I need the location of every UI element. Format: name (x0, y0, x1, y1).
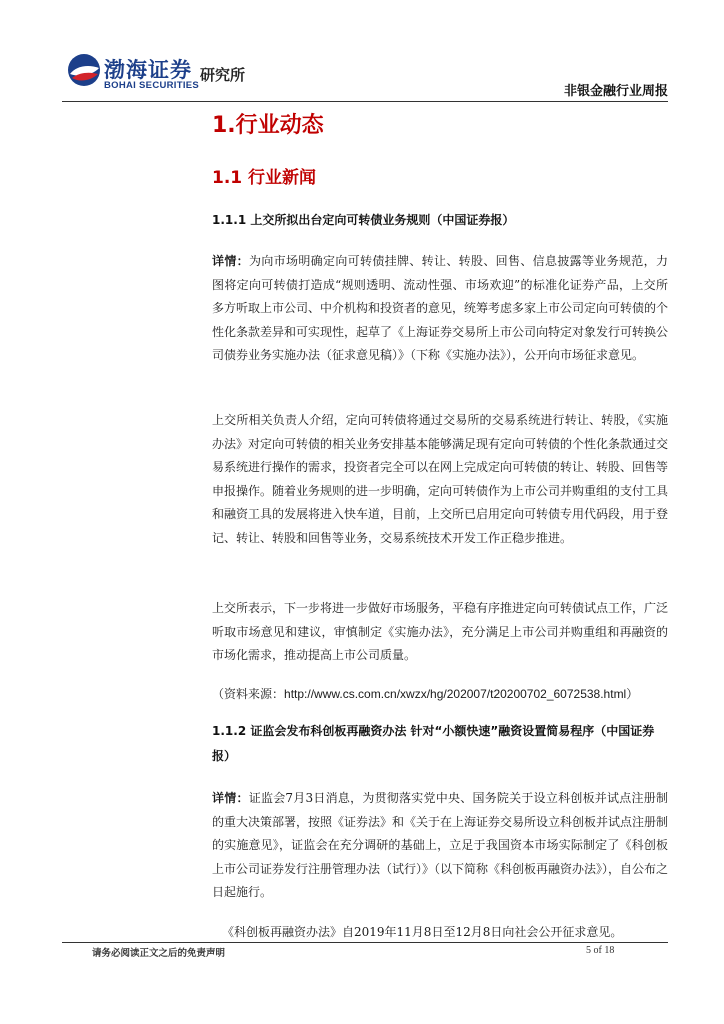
header-divider (62, 101, 668, 102)
news2-paragraph-2: 《科创板再融资办法》自2019年11月8日至12月8日向社会公开征求意见。 (222, 925, 623, 939)
page-header (0, 0, 724, 105)
page-number: 5 of 18 (586, 945, 615, 956)
source-suffix: ） (626, 687, 639, 701)
source-url[interactable]: http://www.cs.com.cn/xwzx/hg/202007/t20200702_6072538.html (284, 687, 627, 701)
news-title-1: 1.1.1 上交所拟出台定向可转债业务规则（中国证券报） (212, 213, 515, 227)
logo-text-cn: 渤海证券 (104, 58, 192, 82)
subsection-heading: 1.1 行业新闻 (212, 168, 317, 188)
news1-paragraph-3: 上交所表示，下一步将进一步做好市场服务，平稳有序推进定向可转债试点工作，广泛听取市场意见和建议，审慎制定《实施办法》，充分满足上市公司并购重组和再融资的市场化需求，推动提高上市公司质量。 (212, 601, 669, 662)
source-prefix: （资料来源： (212, 687, 285, 701)
report-type-label: 非银金融行业周报 (563, 84, 668, 99)
news-title-2: 1.1.2 证监会发布科创板再融资办法 针对“小额快速”融资设置简易程序（中国证券报） (212, 724, 655, 763)
detail-label: 详情： (212, 791, 249, 805)
logo-text-en: BOHAI SECURITIES (104, 80, 200, 91)
news2-paragraph-1 (212, 787, 668, 905)
section-heading: 1.行业动态 (212, 113, 324, 138)
news1-source (212, 684, 672, 704)
footer-divider (62, 942, 668, 943)
news1-paragraph-1-text: 为向市场明确定向可转债挂牌、转让、转股、回售、信息披露等业务规范，力图将定向可转债打造成“规则透明、流动性强、市场欢迎”的标准化证券产品，上交所多方听取上市公司、中介机构和投资者的意见，统筹考虑多家上市公司定向可转债的个性化条款差异和可实现性，起草了《上海证券交易所上市公司向特定对象发行可转换公司债券业务实施办法（征求意见稿）》（下称《实施办法》），公开向市场征求意见。 (212, 254, 669, 362)
institute-label: 研究所 (200, 66, 246, 84)
news1-paragraph-1 (212, 250, 668, 368)
news1-paragraph-2: 上交所相关负责人介绍，定向可转债将通过交易所的交易系统进行转让、转股，《实施办法》对定向可转债的相关业务安排基本能够满足现有定向可转债的个性化条款通过交易系统进行操作的需求，投资者完全可以在网上完成定向可转债的转让、转股、回售等申报操作。随着业务规则的进一步明确，定向可转债作为上市公司并购重组的支付工具和融资工具的发展将进入快车道，目前，上交所已启用定向可转债专用代码段，用于登记、转让、转股和回售等业务，交易系统技术开发工作正稳步推进。 (212, 413, 669, 545)
disclaimer-text: 请务必阅读正文之后的免责声明 (92, 948, 226, 959)
detail-label: 详情： (212, 254, 249, 268)
news2-paragraph-1-text: 证监会7月3日消息，为贯彻落实党中央、国务院关于设立科创板并试点注册制的重大决策部署，按照《证券法》和《关于在上海证券交易所设立科创板并试点注册制的实施意见》，证监会在充分调研的基础上，立足于我国资本市场实际制定了《科创板上市公司证券发行注册管理办法（试行）》（以下简称《科创板再融资办法》），自公布之日起施行。 (212, 791, 669, 899)
bohai-logo-icon (66, 52, 102, 88)
